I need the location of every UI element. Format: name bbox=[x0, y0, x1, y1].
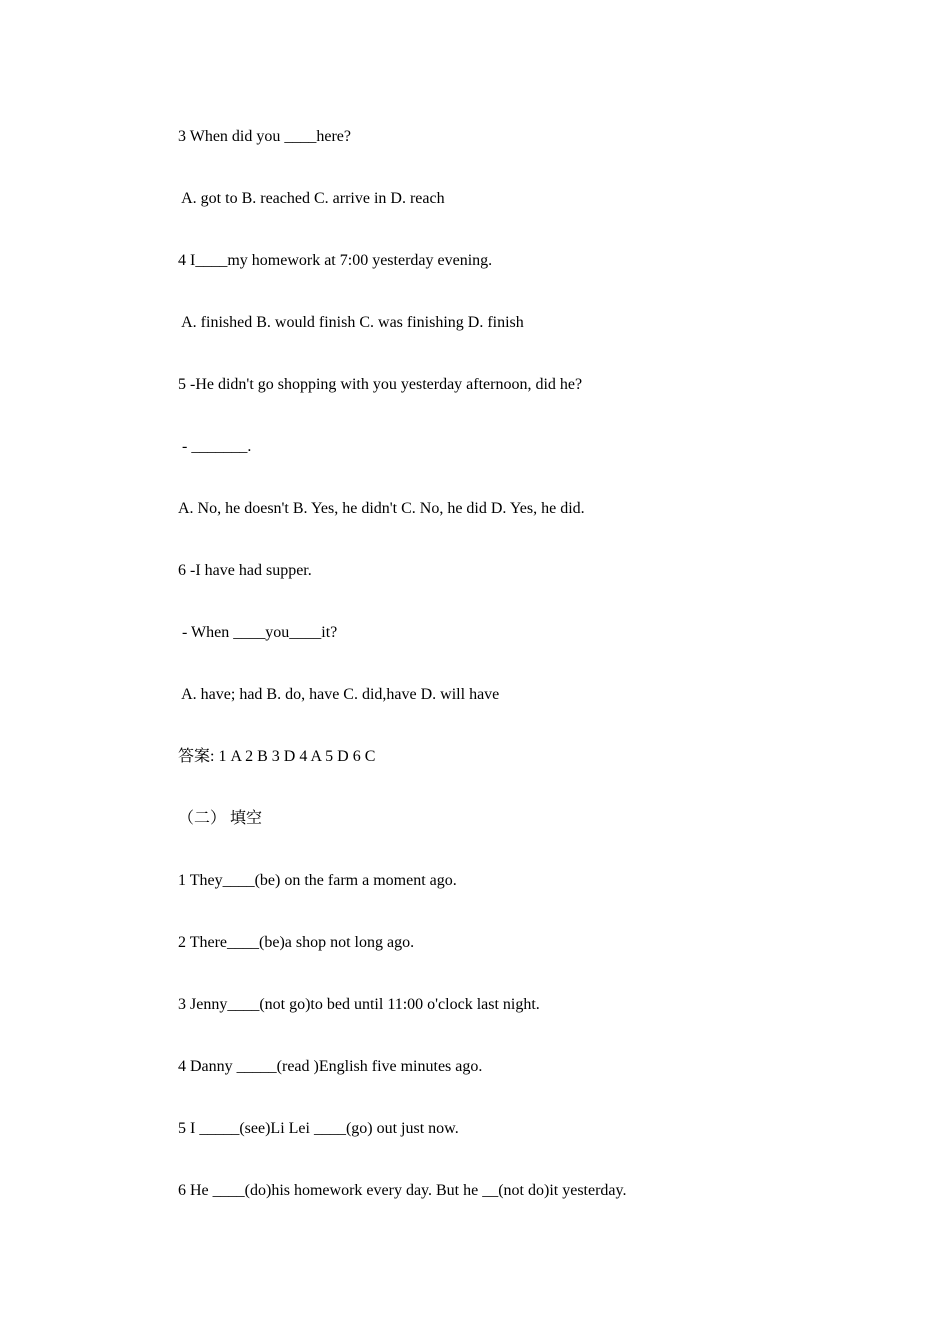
fill-blank-1: 1 They____(be) on the farm a moment ago. bbox=[178, 872, 457, 889]
question-6-text: 6 -I have had supper. bbox=[178, 562, 312, 579]
question-4-text: 4 I____my homework at 7:00 yesterday evening. bbox=[178, 252, 493, 269]
fill-blank-4: 4 Danny _____(read )English five minutes ago. bbox=[178, 1058, 483, 1075]
question-3-text: 3 When did you ____here? bbox=[178, 128, 351, 145]
question-4-options: A. finished B. would finish C. was finishing D. finish bbox=[178, 314, 524, 331]
fill-blank-5: 5 I _____(see)Li Lei ____(go) out just now. bbox=[178, 1120, 459, 1137]
fill-blank-2: 2 There____(be)a shop not long ago. bbox=[178, 934, 415, 951]
question-6-response: - When ____you____it? bbox=[178, 624, 338, 641]
question-6-options: A. have; had B. do, have C. did,have D. will have bbox=[178, 686, 500, 703]
question-5-options: A. No, he doesn't B. Yes, he didn't C. No, he did D. Yes, he did. bbox=[178, 500, 585, 517]
fill-blank-6: 6 He ____(do)his homework every day. But he __(not do)it yesterday. bbox=[178, 1182, 627, 1199]
fill-blank-3: 3 Jenny____(not go)to bed until 11:00 o'clock last night. bbox=[178, 996, 540, 1013]
question-5-response: - _______. bbox=[178, 438, 252, 455]
section-heading: （二） 填空 bbox=[178, 810, 263, 827]
answer-key: 答案: 1 A 2 B 3 D 4 A 5 D 6 C bbox=[178, 748, 376, 765]
question-5-text: 5 -He didn't go shopping with you yesterday afternoon, did he? bbox=[178, 376, 583, 393]
question-3-options: A. got to B. reached C. arrive in D. reach bbox=[178, 190, 445, 207]
